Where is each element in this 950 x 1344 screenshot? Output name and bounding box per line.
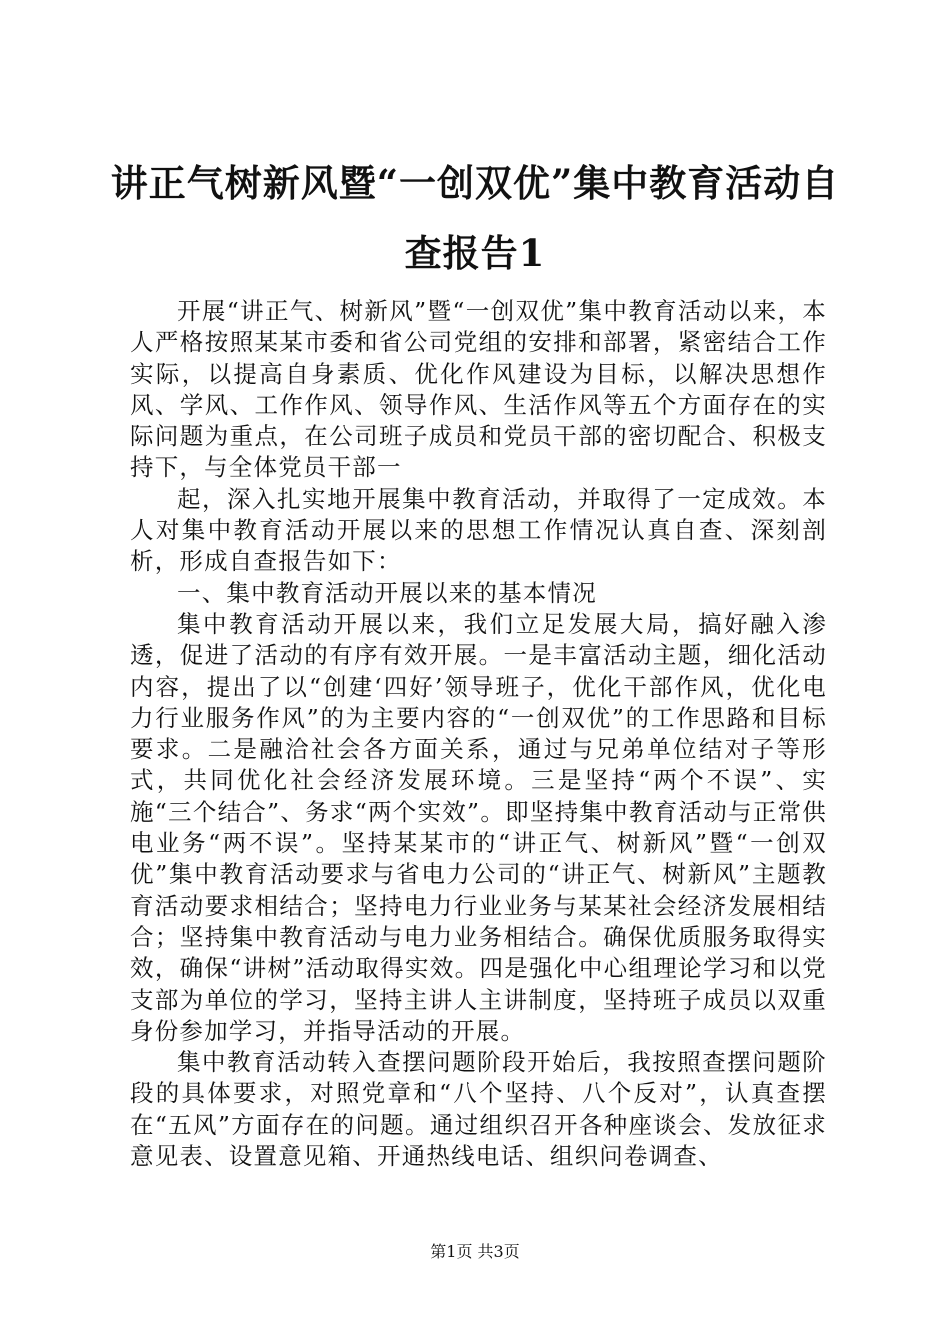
- document-title: 讲正气树新风暨“一创双优”集中教育活动自查报告1: [110, 161, 840, 275]
- page-number: 第1页 共3页: [430, 1242, 520, 1261]
- paragraph-intro: 开展“讲正气、树新风”暨“一创双优”集中教育活动以来，本人严格按照某某市委和省公司党组的安排和部署，紧密结合工作实际，以提高自身素质、优化作风建设为目标，以解决思想作风、学风、工作作风、领导作风、生活作风等五个方面存在的实际问题为重点，在公司班子成员和党员干部的密切配合、积极支持下，与全体党员干部一: [130, 297, 827, 482]
- paragraph-intro-continued: 起，深入扎实地开展集中教育活动，并取得了一定成效。本人对集中教育活动开展以来的思想工作情况认真自查、深刻剖析，形成自查报告如下：: [130, 484, 827, 576]
- paragraph-problem-review: 集中教育活动转入查摆问题阶段开始后，我按照查摆问题阶段的具体要求，对照党章和“八个坚持、八个反对”，认真查摆在“五风”方面存在的问题。通过组织召开各种座谈会、发放征求意见表、设置意见箱、开通热线电话、组织问卷调查、: [130, 1048, 827, 1171]
- paragraph-basic-situation: 集中教育活动开展以来，我们立足发展大局，搞好融入渗透，促进了活动的有序有效开展。一是丰富活动主题，细化活动内容，提出了以“创建‘四好’领导班子，优化干部作风，优化电力行业服务作风”的为主要内容的“一创双优”的工作思路和目标要求。二是融洽社会各方面关系，通过与兄弟单位结对子等形式，共同优化社会经济发展环境。三是坚持“两个不误”、实施“三个结合”、务求“两个实效”。即坚持集中教育活动与正常供电业务“两不误”。坚持某某市的“讲正气、树新风”暨“一创双优”集中教育活动要求与省电力公司的“讲正气、树新风”主题教育活动要求相结合；坚持电力行业业务与某某社会经济发展相结合；坚持集中教育活动与电力业务相结合。确保优质服务取得实效，确保“讲树”活动取得实效。四是强化中心组理论学习和以党支部为单位的学习，坚持主讲人主讲制度，坚持班子成员以双重身份参加学习，并指导活动的开展。: [130, 609, 827, 1045]
- document-body: [130, 296, 827, 1172]
- section-heading: 一、集中教育活动开展以来的基本情况: [177, 578, 597, 607]
